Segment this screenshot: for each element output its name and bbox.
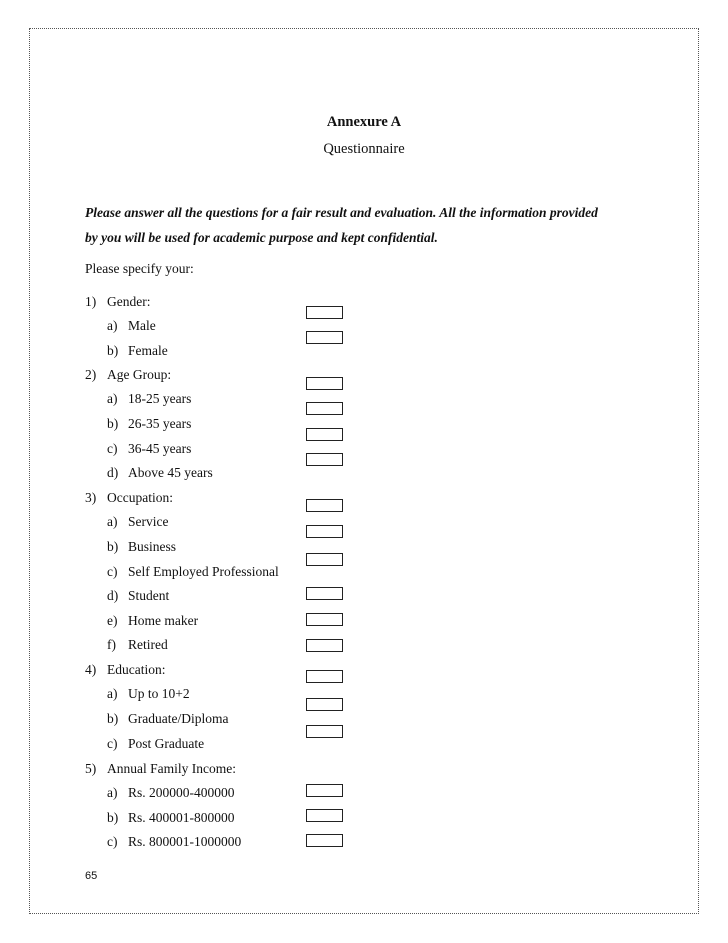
option-up-to-10-2	[107, 686, 190, 702]
option-text: Male	[128, 318, 156, 333]
checkbox-male[interactable]	[306, 306, 343, 319]
question-gender	[85, 294, 150, 310]
checkbox-above-45[interactable]	[306, 453, 343, 466]
checkbox-income-2[interactable]	[306, 809, 343, 822]
option-letter: f)	[107, 637, 116, 652]
question-education	[85, 662, 165, 678]
option-student	[107, 588, 169, 604]
option-text: Rs. 800001-1000000	[128, 834, 242, 849]
option-text: Rs. 400001-800000	[128, 810, 235, 825]
checkbox-home-maker[interactable]	[306, 613, 343, 626]
option-letter: a)	[107, 686, 118, 701]
option-graduate-diploma	[107, 711, 228, 727]
option-service	[107, 514, 168, 530]
option-text: Rs. 200000-400000	[128, 785, 235, 800]
checkbox-self-employed[interactable]	[306, 553, 343, 566]
page-number: 65	[85, 870, 98, 882]
checkbox-student[interactable]	[306, 587, 343, 600]
option-letter: a)	[107, 785, 118, 800]
option-self-employed	[107, 564, 279, 580]
option-letter: b)	[107, 343, 119, 358]
option-text: 26-35 years	[128, 416, 192, 431]
option-text: Home maker	[128, 613, 199, 628]
option-business	[107, 539, 176, 555]
checkbox-26-35[interactable]	[306, 402, 343, 415]
option-retired	[107, 637, 168, 653]
option-26-35	[107, 416, 191, 432]
option-text: Above 45 years	[128, 465, 213, 480]
option-text: Up to 10+2	[128, 686, 190, 701]
option-above-45	[107, 465, 213, 481]
option-letter: a)	[107, 514, 118, 529]
option-text: Business	[128, 539, 177, 554]
option-text: Female	[128, 343, 168, 358]
checkbox-36-45[interactable]	[306, 428, 343, 441]
option-letter: c)	[107, 564, 118, 579]
option-home-maker	[107, 613, 198, 629]
option-post-graduate	[107, 736, 204, 752]
checkbox-business[interactable]	[306, 525, 343, 538]
option-letter: c)	[107, 441, 118, 456]
checkbox-female[interactable]	[306, 331, 343, 344]
option-letter: c)	[107, 834, 118, 849]
checkbox-graduate-diploma[interactable]	[306, 698, 343, 711]
question-label: Annual Family Income:	[107, 761, 236, 776]
checkbox-income-1[interactable]	[306, 784, 343, 797]
option-letter: d)	[107, 465, 119, 480]
question-age-group	[85, 367, 171, 383]
intro-text-line-2: by you will be used for academic purpose and kept confidential.	[85, 230, 438, 245]
question-occupation	[85, 490, 173, 506]
question-number: 4)	[85, 662, 97, 677]
question-number: 3)	[85, 490, 97, 505]
checkbox-service[interactable]	[306, 499, 343, 512]
option-letter: b)	[107, 810, 119, 825]
checkbox-income-3[interactable]	[306, 834, 343, 847]
question-label: Age Group:	[107, 367, 172, 382]
option-text: Post Graduate	[128, 736, 205, 751]
checkbox-post-graduate[interactable]	[306, 725, 343, 738]
option-text: 18-25 years	[128, 391, 192, 406]
option-letter: c)	[107, 736, 118, 751]
question-number: 5)	[85, 761, 97, 776]
option-letter: d)	[107, 588, 119, 603]
option-letter: e)	[107, 613, 118, 628]
intro-text-line-1: Please answer all the questions for a fair result and evaluation. All the information provided	[85, 205, 598, 220]
option-text: 36-45 years	[128, 441, 192, 456]
option-text: Service	[128, 514, 169, 529]
option-letter: b)	[107, 416, 119, 431]
question-label: Occupation:	[107, 490, 173, 505]
specify-label: Please specify your:	[85, 261, 194, 276]
option-income-1	[107, 785, 235, 801]
option-income-2	[107, 810, 235, 826]
question-number: 1)	[85, 294, 97, 309]
checkbox-retired[interactable]	[306, 639, 343, 652]
option-text: Graduate/Diploma	[128, 711, 229, 726]
question-label: Education:	[107, 662, 166, 677]
option-letter: b)	[107, 539, 119, 554]
option-letter: b)	[107, 711, 119, 726]
option-18-25	[107, 391, 191, 407]
page-subtitle: Questionnaire	[323, 141, 405, 157]
question-number: 2)	[85, 367, 97, 382]
option-income-3	[107, 834, 241, 850]
question-annual-income	[85, 761, 236, 777]
option-text: Student	[128, 588, 170, 603]
checkbox-18-25[interactable]	[306, 377, 343, 390]
option-36-45	[107, 441, 191, 457]
option-text: Self Employed Professional	[128, 564, 279, 579]
option-female	[107, 343, 168, 359]
checkbox-up-to-10-2[interactable]	[306, 670, 343, 683]
option-text: Retired	[128, 637, 168, 652]
question-label: Gender:	[107, 294, 151, 309]
option-male	[107, 318, 156, 334]
option-letter: a)	[107, 391, 118, 406]
page-title: Annexure A	[326, 114, 402, 130]
option-letter: a)	[107, 318, 118, 333]
